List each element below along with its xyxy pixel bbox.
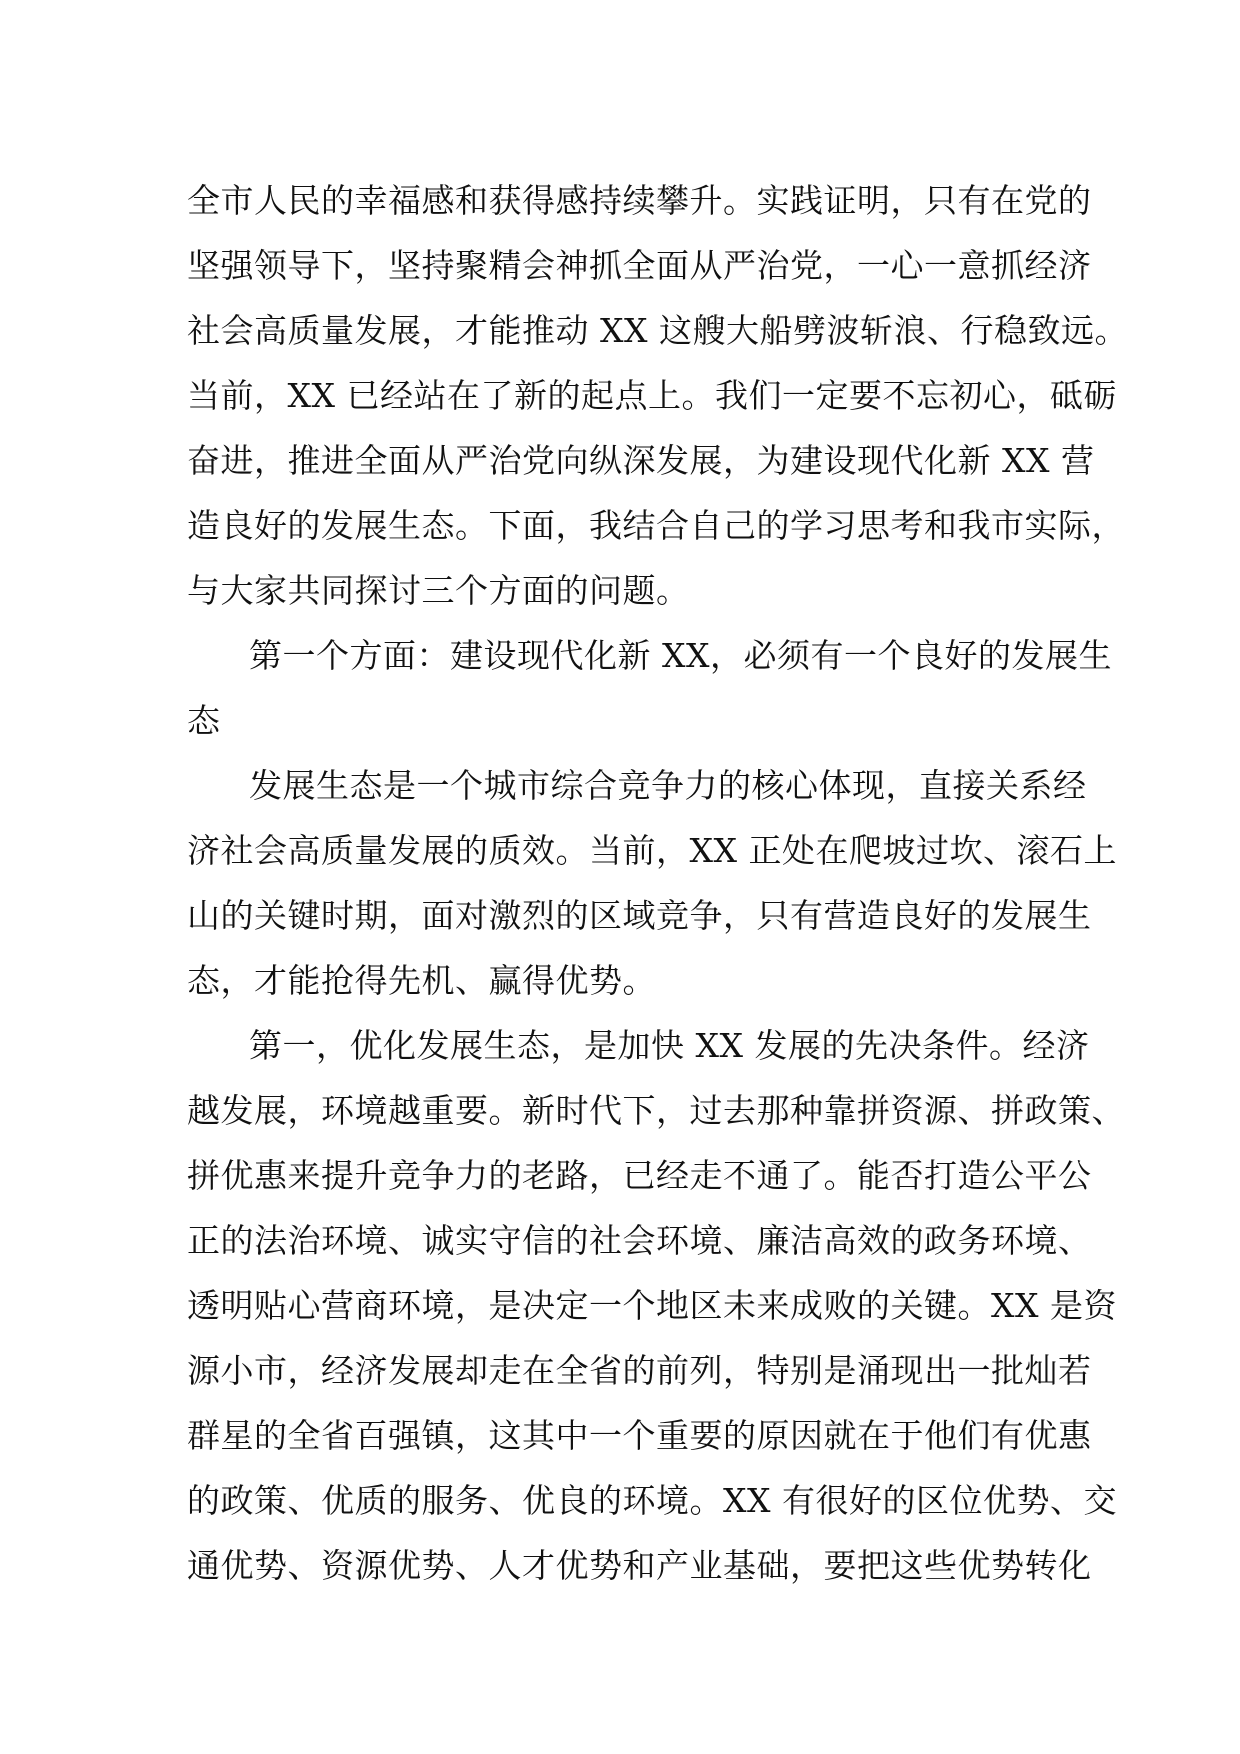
paragraph-line: 坚强领导下，坚持聚精会神抓全面从严治党，一心一意抓经济 [187,246,1092,285]
paragraph-line: 社会高质量发展，才能推动 XX 这艘大船劈波斩浪、行稳致远。 [187,311,1128,350]
paragraph-line: 第一，优化发展生态，是加快 XX 发展的先决条件。经济 [249,1026,1090,1065]
paragraph-line: 奋进，推进全面从严治党向纵深发展，为建设现代化新 XX 营 [187,441,1095,480]
paragraph-line: 与大家共同探讨三个方面的问题。 [187,571,690,610]
paragraph-line: 越发展，环境越重要。新时代下，过去那种靠拼资源、拼政策、 [187,1091,1125,1130]
body-text [187,168,1128,1598]
paragraph-line: 通优势、资源优势、人才优势和产业基础，要把这些优势转化 [187,1546,1092,1585]
paragraph-line: 正的法治环境、诚实守信的社会环境、廉洁高效的政务环境、 [187,1221,1092,1260]
paragraph-line: 的政策、优质的服务、优良的环境。XX 有很好的区位优势、交 [187,1481,1117,1520]
paragraph-line: 山的关键时期，面对激烈的区域竞争，只有营造良好的发展生 [187,896,1092,935]
paragraph-line: 发展生态是一个城市综合竞争力的核心体现，直接关系经 [249,766,1087,805]
paragraph-line: 造良好的发展生态。下面，我结合自己的学习思考和我市实际， [187,506,1125,545]
paragraph-line: 拼优惠来提升竞争力的老路，已经走不通了。能否打造公平公 [187,1156,1092,1195]
paragraph-line: 透明贴心营商环境，是决定一个地区未来成败的关键。XX 是资 [187,1286,1117,1325]
paragraph-line: 群星的全省百强镇，这其中一个重要的原因就在于他们有优惠 [187,1416,1092,1455]
paragraph-line: 源小市，经济发展却走在全省的前列，特别是涌现出一批灿若 [187,1351,1092,1390]
paragraph-line: 当前，XX 已经站在了新的起点上。我们一定要不忘初心，砥砺 [187,376,1117,415]
paragraph-line: 济社会高质量发展的质效。当前，XX 正处在爬坡过坎、滚石上 [187,831,1117,870]
section-heading-line: 态 [187,701,221,740]
section-heading-line: 第一个方面：建设现代化新 XX，必须有一个良好的发展生 [249,636,1112,675]
paragraph-line: 态，才能抢得先机、赢得优势。 [187,961,656,1000]
paragraph-line: 全市人民的幸福感和获得感持续攀升。实践证明，只有在党的 [187,181,1092,220]
